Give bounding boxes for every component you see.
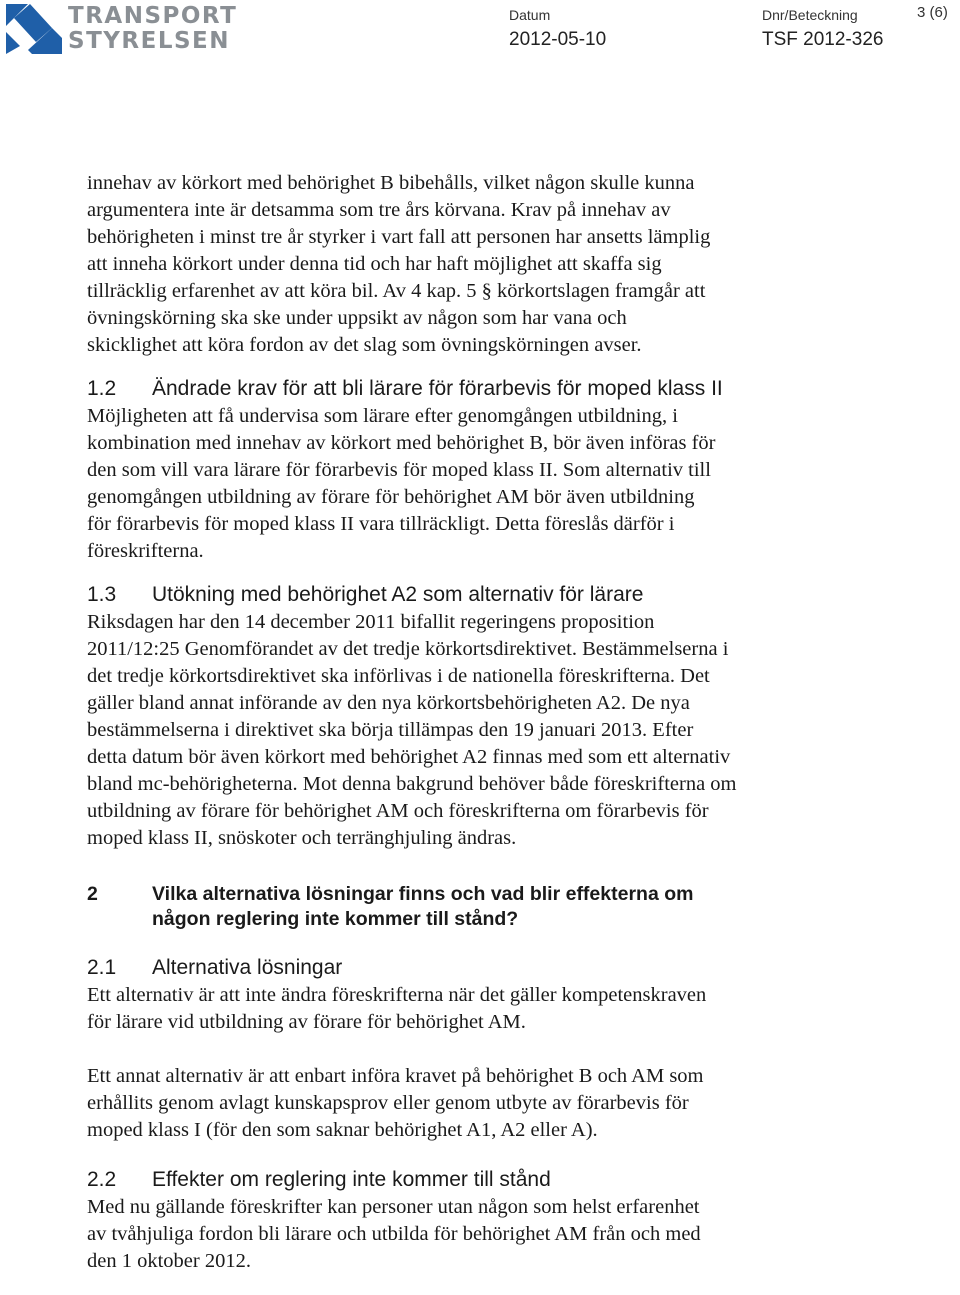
reference-block [762,6,883,52]
text-line: bland mc-behörigheterna. Mot denna bakgrund behöver både föreskrifterna om [87,773,737,795]
text-line: tillräcklig erfarenhet av att köra bil. Av 4 kap. 5 § körkortslagen framgår att [87,280,706,302]
reference-label: Dnr/Beteckning [762,7,858,23]
section-heading-2-2 [87,1166,847,1194]
text-line: av tvåhjuliga fordon bli lärare och utbilda för behörighet AM från och med [87,1223,701,1245]
page-number: 3 (6) [917,4,948,21]
text-line: för lärare vid utbildning av förare för behörighet AM. [87,1011,526,1033]
text-line: utbildning av förare för behörighet AM och föreskrifterna om förarbevis för [87,800,709,822]
text-line: Med nu gällande föreskrifter kan personer utan någon som helst erfarenhet [87,1196,700,1218]
logo-line-1: TRANSPORT [68,3,238,29]
logo-mark-icon [6,4,62,54]
paragraph-section-2-1-a [87,982,847,1036]
text-line: erhållits genom avlagt kunskapsprov eller genom utbyte av förarbevis för [87,1092,689,1114]
text-line: 2011/12:25 Genomförandet av det tredje körkortsdirektivet. Bestämmelserna i [87,638,729,660]
section-heading-2-1 [87,954,847,982]
text-line: kombination med innehav av körkort med behörighet B, bör även införas för [87,432,716,454]
text-line: Riksdagen har den 14 december 2011 bifallit regeringens proposition [87,611,655,633]
text-line: den som vill vara lärare för förarbevis för moped klass II. Som alternativ till [87,459,711,481]
section-title: Effekter om reglering inte kommer till stånd [152,1168,551,1191]
text-line: detta datum bör även körkort med behörighet A2 finnas med som ett alternativ [87,746,731,768]
document-body [87,170,847,1275]
text-line: innehav av körkort med behörighet B bibehålls, vilket någon skulle kunna [87,172,695,194]
paragraph-section-1-3 [87,609,847,852]
section-number: 2 [87,883,98,905]
text-line: Ett annat alternativ är att enbart införa kravet på behörighet B och AM som [87,1065,704,1087]
paragraph-intro [87,170,847,359]
text-line: moped klass II, snöskoter och terränghjuling ändras. [87,827,517,849]
text-line: övningskörning ska ske under uppsikt av någon som har vana och [87,307,627,329]
section-title-line: någon reglering inte kommer till stånd? [152,908,519,930]
paragraph-section-2-1-b [87,1063,847,1144]
text-line: bestämmelserna i direktivet ska börja tillämpas den 19 januari 2013. Efter [87,719,694,741]
section-number: 2.1 [87,956,117,979]
reference-value: TSF 2012-326 [762,29,884,50]
text-line: skicklighet att köra fordon av det slag som övningskörningen avser. [87,334,642,356]
paragraph-section-2-2 [87,1194,847,1275]
text-line: Ett alternativ är att inte ändra föreskrifterna när det gäller kompetenskraven [87,984,707,1006]
section-heading-1-2 [87,375,847,403]
section-title [152,882,693,932]
text-line: för förarbevis för moped klass II vara tillräckligt. Detta föreslås därför i [87,513,675,535]
section-heading-2 [87,882,847,932]
logo-line-2: STYRELSEN [68,28,231,54]
text-line: argumentera inte är detsamma som tre års körvana. Krav på innehav av [87,199,671,221]
section-number: 2.2 [87,1168,117,1191]
text-line: moped klass I (för den som saknar behörighet A1, A2 eller A). [87,1119,598,1141]
date-label: Datum [509,7,551,23]
section-heading-1-3 [87,581,847,609]
section-title: Alternativa lösningar [152,956,343,979]
date-value: 2012-05-10 [509,29,607,50]
text-line: föreskrifterna. [87,540,204,562]
section-title-line: Vilka alternativa lösningar finns och vad blir effekterna om [152,883,694,905]
date-block [509,6,606,52]
text-line: den 1 oktober 2012. [87,1250,251,1272]
section-title: Ändrade krav för att bli lärare för förarbevis för moped klass II [152,377,723,400]
text-line: det tredje körkortsdirektivet ska införlivas i de nationella föreskrifterna. Det [87,665,710,687]
paragraph-section-1-2 [87,403,847,565]
text-line: att inneha körkort under denna tid och har haft möjlighet att skaffa sig [87,253,662,275]
logo-wordmark [68,4,237,54]
transportstyrelsen-logo [6,3,238,54]
text-line: behörigheten i minst tre år styrker i vart fall att personen har ansetts lämplig [87,226,711,248]
text-line: gäller bland annat införande av den nya körkortsbehörigheten A2. De nya [87,692,690,714]
text-line: Möjligheten att få undervisa som lärare efter genomgången utbildning, i [87,405,678,427]
section-title: Utökning med behörighet A2 som alternativ för lärare [152,583,644,606]
page-header [0,0,960,60]
text-line: genomgången utbildning av förare för behörighet AM bör även utbildning [87,486,695,508]
section-number: 1.3 [87,583,117,606]
section-number: 1.2 [87,377,117,400]
